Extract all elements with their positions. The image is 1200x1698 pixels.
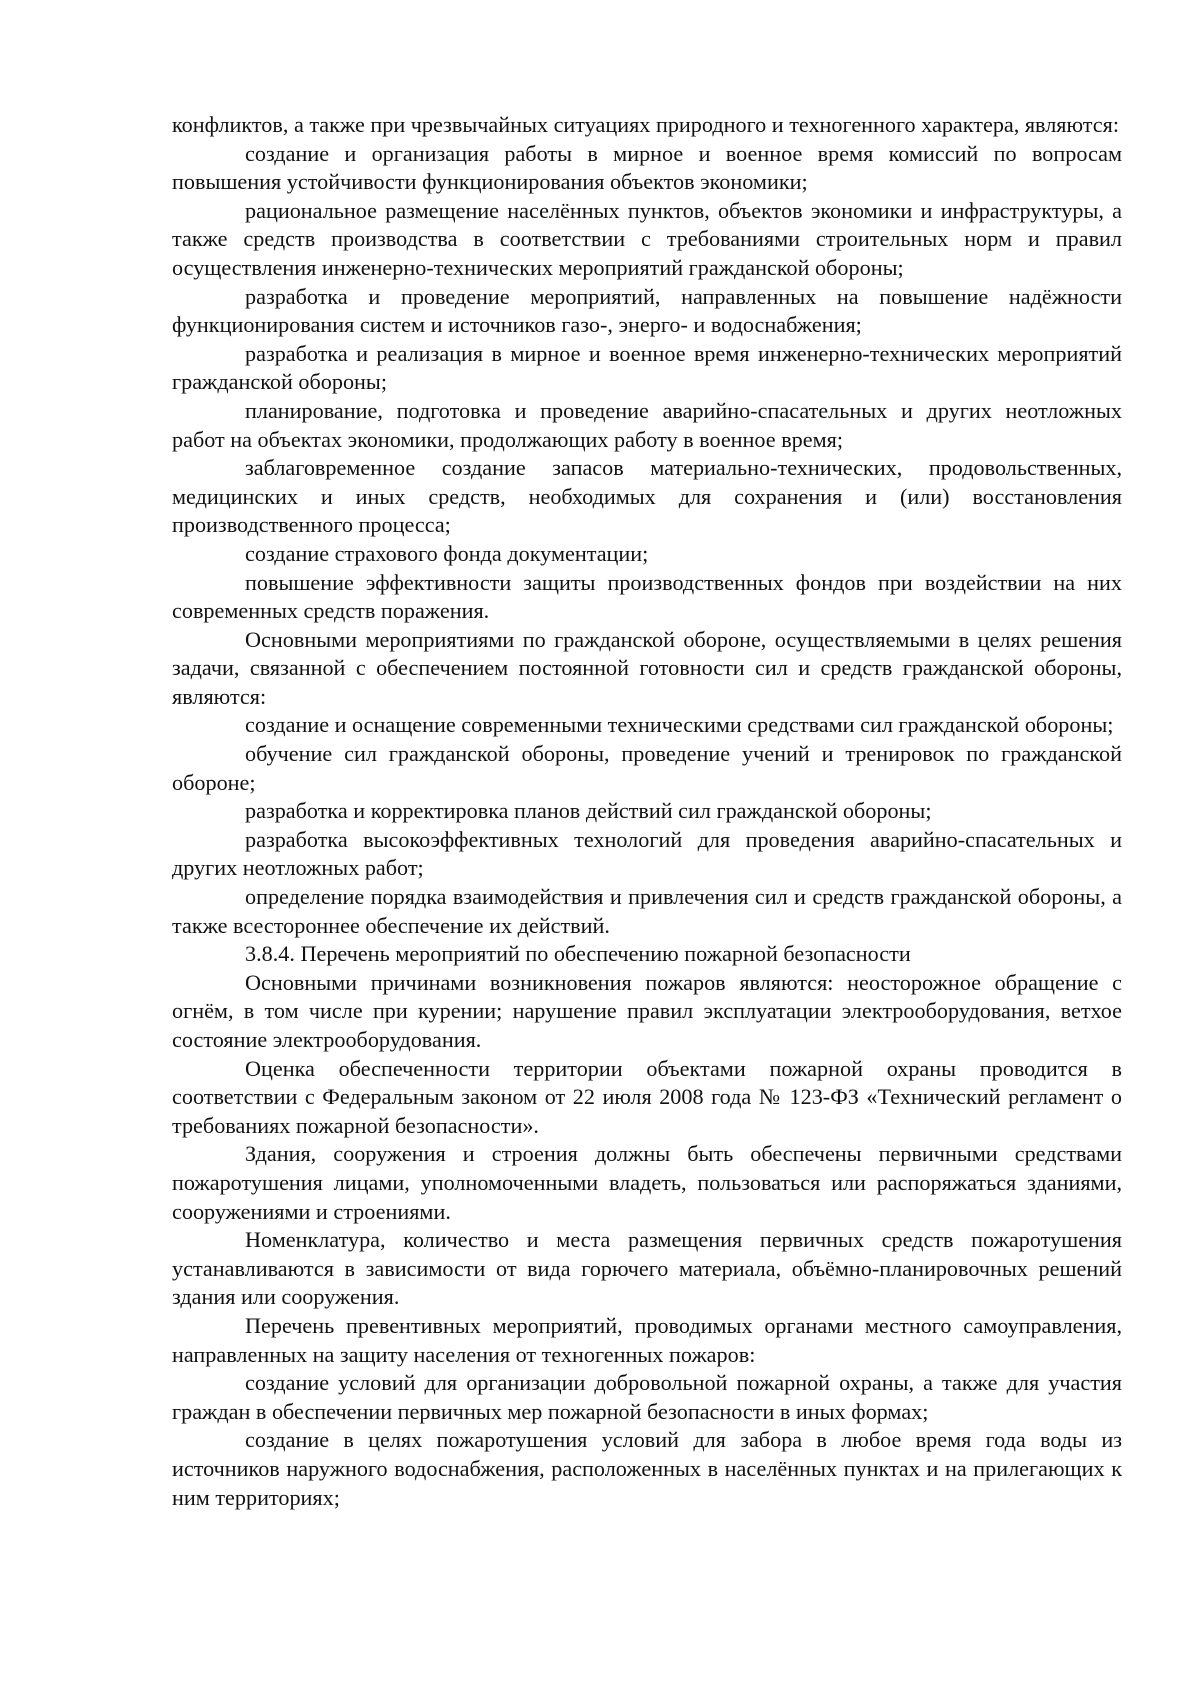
paragraph-1: конфликтов, а также при чрезвычайных ситуациях природного и техногенного характера, являются: bbox=[172, 112, 1119, 137]
paragraph-23: создание в целях пожаротушения условий для забора в любое время года воды из источников наружного водоснабжения, расположенных в населённых пунктах и на прилегающих к ним территориях; bbox=[172, 1427, 1122, 1510]
paragraph-13: разработка и корректировка планов действий сил гражданской обороны; bbox=[245, 798, 932, 824]
paragraph-21: Перечень превентивных мероприятий, проводимых органами местного самоуправления, направленных на защиту населения от техногенных пожаров: bbox=[172, 1312, 1122, 1367]
paragraph-18: Оценка обеспеченности территории объектами пожарной охраны проводится в соответствии с Федеральным законом от 22 июля 2008 года № 123-ФЗ «Технический регламент о требованиях пожарной безопасности». bbox=[172, 1055, 1122, 1138]
paragraph-10: Основными мероприятиями по гражданской обороне, осуществляемыми в целях решения задачи, связанной с обеспечением постоянной готовности сил и средств гражданской обороны, являются: bbox=[172, 626, 1122, 709]
paragraph-4: разработка и проведение мероприятий, направленных на повышение надёжности функционирования систем и источников газо-, энерго- и водоснабжения; bbox=[172, 283, 1122, 338]
paragraph-11: создание и оснащение современными техническими средствами сил гражданской обороны; bbox=[245, 712, 1114, 738]
paragraph-5: разработка и реализация в мирное и военное время инженерно-технических мероприятий гражданской обороны; bbox=[172, 340, 1122, 395]
paragraph-17: Основными причинами возникновения пожаров являются: неосторожное обращение с огнём, в том числе при курении; нарушение правил эксплуатации электрооборудования, ветхое состояние электрооборудования. bbox=[172, 969, 1122, 1052]
paragraph-22: создание условий для организации добровольной пожарной охраны, а также для участия граждан в обеспечении первичных мер пожарной безопасности в иных формах; bbox=[172, 1370, 1122, 1424]
paragraph-19: Здания, сооружения и строения должны быть обеспечены первичными средствами пожаротушения лицами, уполномоченными владеть, пользоваться или распоряжаться зданиями, сооружениями и строениями. bbox=[172, 1141, 1122, 1224]
paragraph-9: повышение эффективности защиты производственных фондов при воздействии на них современных средств поражения. bbox=[172, 569, 1122, 624]
paragraph-7: заблаговременное создание запасов материально-технических, продовольственных, медицинских и иных средств, необходимых для сохранения и (или) восстановления производственного процесса; bbox=[172, 455, 1122, 538]
paragraph-2: создание и организация работы в мирное и военное время комиссий по вопросам повышения устойчивости функционирования объектов экономики; bbox=[172, 140, 1122, 195]
paragraph-14: разработка высокоэффективных технологий для проведения аварийно-спасательных и других неотложных работ; bbox=[172, 826, 1122, 881]
document-body bbox=[172, 111, 1122, 1512]
paragraph-12: обучение сил гражданской обороны, проведение учений и тренировок по гражданской обороне; bbox=[172, 741, 1122, 795]
section-heading-3-8-4: 3.8.4. Перечень мероприятий по обеспечению пожарной безопасности bbox=[245, 941, 911, 967]
paragraph-20: Номенклатура, количество и места размещения первичных средств пожаротушения устанавливаются в зависимости от вида горючего материала, объёмно-планировочных решений здания или сооружения. bbox=[172, 1227, 1122, 1310]
paragraph-15: определение порядка взаимодействия и привлечения сил и средств гражданской обороны, а также всестороннее обеспечение их действий. bbox=[172, 884, 1122, 938]
paragraph-8: создание страхового фонда документации; bbox=[245, 540, 649, 566]
paragraph-3: рациональное размещение населённых пунктов, объектов экономики и инфраструктуры, а также средств производства в соответствии с требованиями строительных норм и правил осуществления инженерно-технических мероприятий гражданской обороны; bbox=[172, 197, 1122, 280]
paragraph-6: планирование, подготовка и проведение аварийно-спасательных и других неотложных работ на объектах экономики, продолжающих работу в военное время; bbox=[172, 397, 1122, 452]
